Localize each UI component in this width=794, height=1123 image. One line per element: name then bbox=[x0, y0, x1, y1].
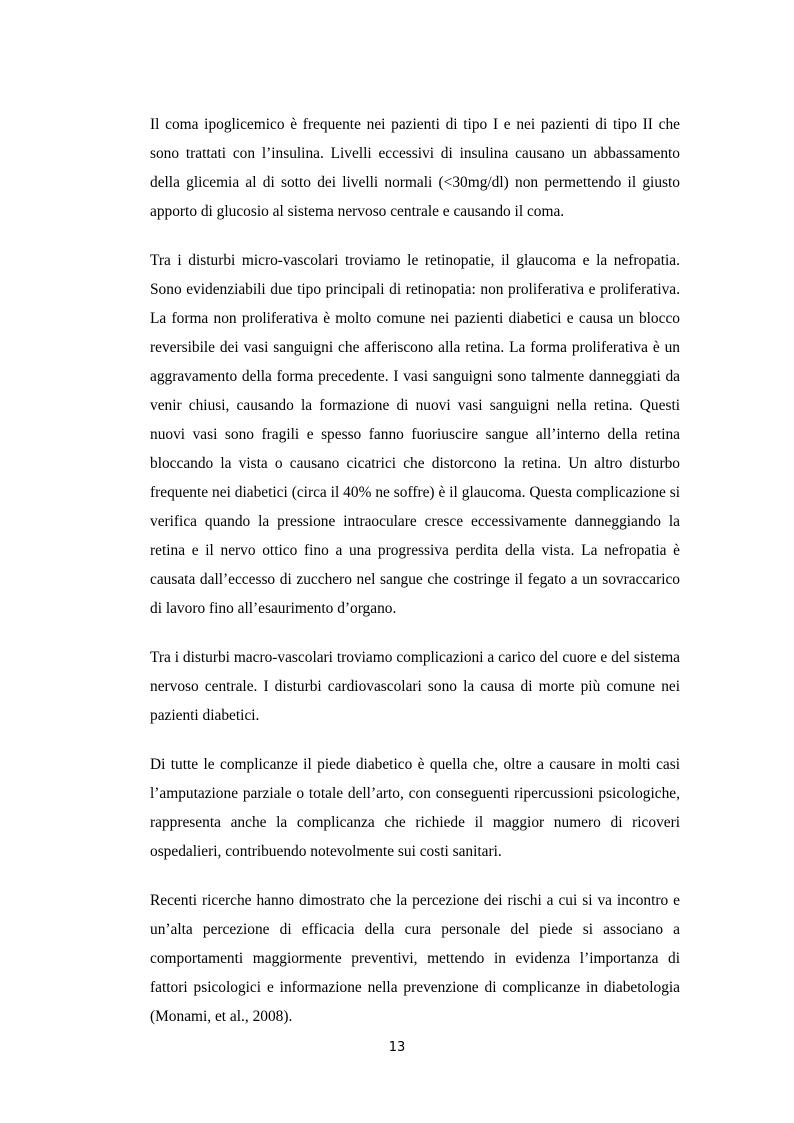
paragraph-microvascular-disorders: Tra i disturbi micro-vascolari troviamo le retinopatie, il glaucoma e la nefropatia. Sono evidenziabili due tipo principali di retinopatia: non proliferativa e proliferativa. La forma non proliferativa è molto comune nei pazienti diabetici e causa un blocco reversibile dei vasi sanguigni che afferiscono alla retina. La forma proliferativa è un aggravamento della forma precedente. I vasi sanguigni sono talmente danneggiati da venir chiusi, causando la formazione di nuovi vasi sanguigni nella retina. Questi nuovi vasi sono fragili e spesso fanno fuoriuscire sangue all’interno della retina bloccando la vista o causano cicatrici che distorcono la retina. Un altro disturbo frequente nei diabetici (circa il 40% ne soffre) è il glaucoma. Questa complicazione si verifica quando la pressione intraoculare cresce eccessivamente danneggiando la retina e il nervo ottico fino a una progressiva perdita della vista. La nefropatia è causata dall’eccesso di zucchero nel sangue che costringe il fegato a un sovraccarico di lavoro fino all’esaurimento d’organo. bbox=[150, 252, 680, 617]
body-text bbox=[150, 110, 680, 1051]
paragraph-macrovascular-disorders: Tra i disturbi macro-vascolari troviamo complicazioni a carico del cuore e del sistema nervoso centrale. I disturbi cardiovascolari sono la causa di morte più comune nei pazienti diabetici. bbox=[150, 649, 680, 724]
paragraph-diabetic-foot: Di tutte le complicanze il piede diabetico è quella che, oltre a causare in molti casi l’amputazione parziale o totale dell’arto, con conseguenti ripercussioni psicologiche, rappresenta anche la complicanza che richiede il maggior numero di ricoveri ospedalieri, contribuendo notevolmente sui costi sanitari. bbox=[150, 756, 680, 860]
paragraph-hypoglycemic-coma: Il coma ipoglicemico è frequente nei pazienti di tipo I e nei pazienti di tipo II che sono trattati con l’insulina. Livelli eccessivi di insulina causano un abbassamento della glicemia al di sotto dei livelli normali (<30mg/dl) non permettendo il giusto apporto di glucosio al sistema nervoso centrale e causando il coma. bbox=[150, 116, 680, 220]
page-number: 13 bbox=[388, 1040, 406, 1055]
paragraph-recent-research: Recenti ricerche hanno dimostrato che la percezione dei rischi a cui si va incontro e un’alta percezione di efficacia della cura personale del piede si associano a comportamenti maggiormente preventivi, mettendo in evidenza l’importanza di fattori psicologici e informazione nella prevenzione di complicanze in diabetologia (Monami, et al., 2008). bbox=[150, 892, 680, 1025]
